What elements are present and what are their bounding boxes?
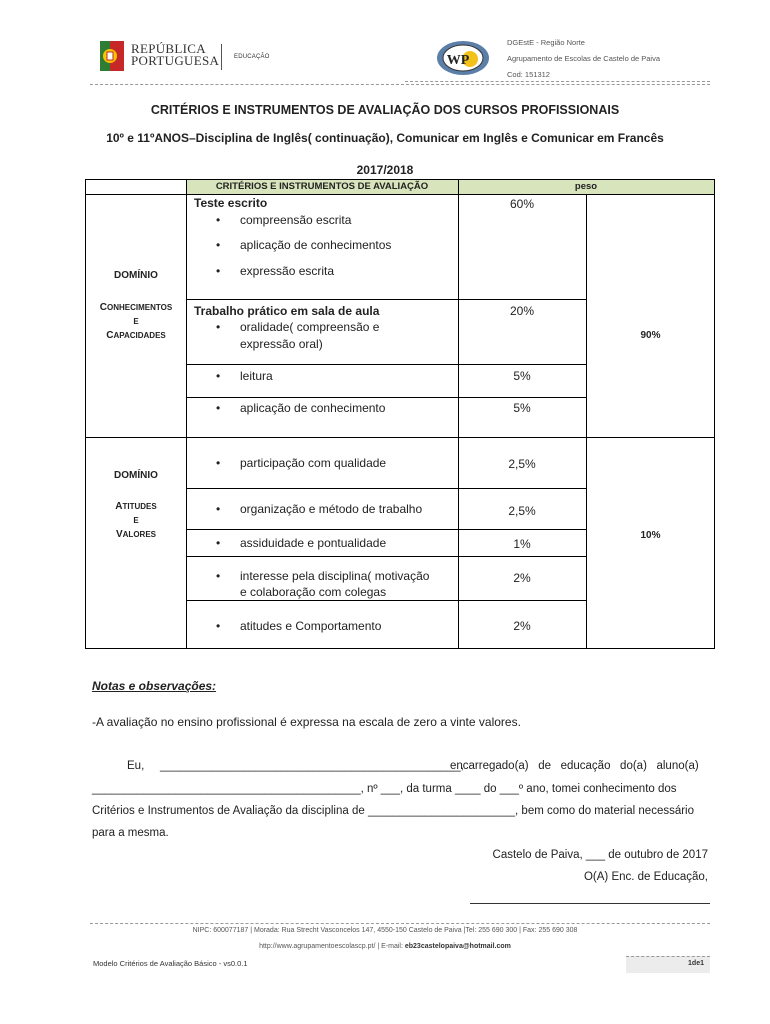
domain1-label: DOMÍNIO bbox=[114, 270, 158, 281]
item-oralidade-cont: expressão oral) bbox=[240, 337, 323, 351]
domain2-label: DOMÍNIO bbox=[114, 470, 158, 481]
bullet-icon: • bbox=[216, 536, 221, 550]
school-logo-letters: WP bbox=[446, 53, 470, 68]
name-blank: _______________________________________________, bbox=[160, 760, 464, 772]
page-number-box bbox=[626, 956, 710, 973]
item-aplicacao-conhecimentos: aplicação de conhecimentos bbox=[240, 238, 392, 252]
place-date: Castelo de Paiva, ___ de outubro de 2017 bbox=[492, 849, 708, 861]
notes-text: -A avaliação no ensino profissional é expressa na escala de zero a vinte valores. bbox=[92, 715, 521, 729]
republica-portuguesa-emblem-icon bbox=[100, 41, 124, 71]
domain1-total: 90% bbox=[640, 330, 661, 341]
signer-label: O(A) Enc. de Educação, bbox=[583, 871, 708, 883]
header-info-line1: DGEstE - Região Norte bbox=[507, 38, 585, 47]
row-teste-escrito-title: Teste escrito bbox=[194, 196, 268, 210]
bullet-icon: • bbox=[216, 456, 221, 470]
item-organizacao: organização e método de trabalho bbox=[240, 502, 423, 516]
weight-organizacao: 2,5% bbox=[508, 504, 536, 518]
school-logo-icon bbox=[436, 40, 490, 76]
item-participacao: participação com qualidade bbox=[240, 456, 387, 470]
logo-divider bbox=[221, 44, 222, 70]
weight-participacao: 2,5% bbox=[508, 457, 536, 471]
header-weight: peso bbox=[574, 181, 598, 192]
para-line1-start: Eu, bbox=[127, 760, 145, 772]
weight-atitudes: 2% bbox=[513, 619, 531, 633]
item-interesse: interesse pela disciplina( motivação bbox=[240, 569, 430, 583]
signature-line bbox=[470, 903, 710, 904]
footer-website: http://www.agrupamentoescolascp.pt/ | E-mail: bbox=[259, 943, 405, 950]
header-info-line3: Cod: 151312 bbox=[507, 70, 550, 79]
bullet-icon: • bbox=[216, 401, 221, 415]
para-line1-end: encarregado(a) de educação do(a) aluno(a) bbox=[450, 760, 699, 772]
header-divider bbox=[90, 84, 710, 85]
page-title: CRITÉRIOS E INSTRUMENTOS DE AVALIAÇÃO DOS CURSOS PROFISSIONAIS bbox=[150, 103, 620, 117]
footer-contact: NIPC: 600077187 | Morada: Rua Strecht Vasconcelos 147, 4550-150 Castelo de Paiva |Tel: 255 690 300 | Fax: 255 690 308 bbox=[192, 927, 578, 934]
bullet-icon: • bbox=[216, 369, 221, 383]
para-line4: para a mesma. bbox=[92, 827, 169, 839]
domain2-sub: ATITUDES E VALORES bbox=[115, 501, 157, 540]
gov-line1: REPÚBLICA bbox=[131, 41, 206, 56]
header-divider-short bbox=[405, 81, 710, 82]
footer-web bbox=[0, 943, 770, 950]
para-line2: __________________________________________, nº ___, da turma ____ do ___º ano, tomei conhecimento dos bbox=[92, 783, 677, 795]
para-line3: Critérios e Instrumentos de Avaliação da disciplina de _______________________, bem como do material necessário bbox=[92, 805, 695, 817]
footer-divider bbox=[90, 923, 710, 924]
weight-leitura: 5% bbox=[513, 369, 531, 383]
model-version: Modelo Critérios de Avaliação Básico - vs0.0.1 bbox=[93, 959, 248, 968]
row-trabalho-pratico-title: Trabalho prático em sala de aula bbox=[194, 304, 380, 318]
item-compreensao-escrita: compreensão escrita bbox=[240, 213, 352, 227]
weight-assiduidade: 1% bbox=[513, 537, 531, 551]
page-subtitle: 10º e 11ºANOS–Disciplina de Inglês( continuação), Comunicar em Inglês e Comunicar em Francês bbox=[106, 131, 664, 145]
item-oralidade: oralidade( compreensão e bbox=[240, 320, 380, 334]
item-assiduidade: assiduidade e pontualidade bbox=[240, 536, 387, 550]
gov-logo-text bbox=[131, 43, 219, 67]
weight-teste-escrito: 60% bbox=[509, 197, 535, 211]
bullet-icon: • bbox=[216, 619, 221, 633]
footer-email: eb23castelopaiva@hotmail.com bbox=[404, 943, 511, 950]
bullet-icon: • bbox=[216, 238, 221, 252]
header-criteria: CRITÉRIOS E INSTRUMENTOS DE AVALIAÇÃO bbox=[215, 181, 429, 192]
gov-dept: EDUCAÇÃO bbox=[234, 54, 270, 60]
item-leitura: leitura bbox=[240, 369, 273, 383]
item-atitudes: atitudes e Comportamento bbox=[240, 619, 382, 633]
header-info-line2: Agrupamento de Escolas de Castelo de Paiva bbox=[507, 54, 661, 63]
item-interesse-cont: e colaboração com colegas bbox=[240, 585, 387, 599]
bullet-icon: • bbox=[216, 569, 221, 583]
bullet-icon: • bbox=[216, 264, 221, 278]
domain1-sub: CONHECIMENTOS E CAPACIDADES bbox=[99, 302, 173, 341]
bullet-icon: • bbox=[216, 320, 221, 334]
gov-line2: PORTUGUESA bbox=[131, 53, 220, 68]
item-expressao-escrita: expressão escrita bbox=[240, 264, 335, 278]
weight-interesse: 2% bbox=[513, 571, 531, 585]
bullet-icon: • bbox=[216, 213, 221, 227]
header-info bbox=[507, 35, 660, 83]
domain2-total: 10% bbox=[640, 530, 661, 541]
page-number: 1de1 bbox=[688, 960, 704, 967]
notes-title: Notas e observações: bbox=[92, 679, 217, 693]
item-aplicacao-conhecimento: aplicação de conhecimento bbox=[240, 401, 386, 415]
weight-aplicacao-conhecimento: 5% bbox=[513, 401, 531, 415]
weight-trabalho-pratico: 20% bbox=[509, 304, 535, 318]
school-year: 2017/2018 bbox=[356, 163, 414, 177]
bullet-icon: • bbox=[216, 502, 221, 516]
